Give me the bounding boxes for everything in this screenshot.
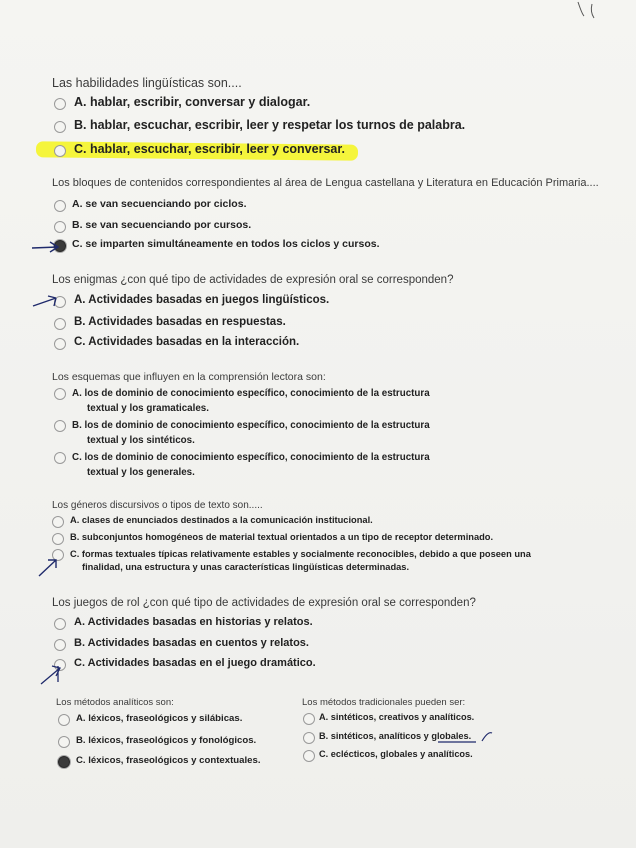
q5-option-c[interactable]: C. formas textuales típicas relativamente estables y socialmente reconocibles, debido a que poseen una finalidad, una estructura y unas características lingüísticas determinadas. xyxy=(70,548,531,574)
pen-arrow-icon xyxy=(30,240,62,254)
q2-option-b[interactable]: B. se van secuenciando por cursos. xyxy=(72,219,251,231)
question-4-prompt: Los esquemas que influyen en la comprensión lectora son: xyxy=(52,371,326,383)
question-5-prompt: Los géneros discursivos o tipos de texto son..... xyxy=(52,500,263,511)
radio-icon[interactable] xyxy=(54,388,66,400)
pen-underline-icon xyxy=(436,729,496,747)
q7-option-b[interactable]: B. léxicos, fraseológicos y fonológicos. xyxy=(76,735,256,746)
q2-option-a[interactable]: A. se van secuenciando por ciclos. xyxy=(72,198,246,210)
q4-option-b[interactable]: B. los de dominio de conocimiento específico, conocimiento de la estructura textual y los sintéticos. xyxy=(72,418,430,448)
pen-arrow-icon xyxy=(36,556,64,580)
q1-option-b[interactable]: B. hablar, escuchar, escribir, leer y respetar los turnos de palabra. xyxy=(74,118,465,132)
radio-icon[interactable] xyxy=(303,732,315,744)
radio-icon[interactable] xyxy=(54,145,66,157)
q6-option-b[interactable]: B. Actividades basadas en cuentos y relatos. xyxy=(74,637,309,649)
radio-icon[interactable] xyxy=(52,533,64,545)
q6-option-c[interactable]: C. Actividades basadas en el juego dramático. xyxy=(74,657,316,669)
radio-icon[interactable] xyxy=(54,221,66,233)
pen-arrow-icon xyxy=(30,291,70,311)
radio-icon[interactable] xyxy=(54,98,66,110)
radio-icon[interactable] xyxy=(54,200,66,212)
q8-option-c[interactable]: C. eclécticos, globales y analíticos. xyxy=(319,749,473,759)
radio-icon[interactable] xyxy=(58,714,70,726)
q4-option-c[interactable]: C. los de dominio de conocimiento específico, conocimiento de la estructura textual y los generales. xyxy=(72,450,430,480)
radio-icon[interactable] xyxy=(58,736,70,748)
radio-icon[interactable] xyxy=(54,639,66,651)
radio-icon[interactable] xyxy=(54,452,66,464)
radio-icon[interactable] xyxy=(54,121,66,133)
q5-option-b[interactable]: B. subconjuntos homogéneos de material textual orientados a un tipo de receptor determinado. xyxy=(70,532,493,542)
question-2-prompt: Los bloques de contenidos correspondientes al área de Lengua castellana y Literatura en Educación Primaria.... xyxy=(52,177,599,189)
radio-icon[interactable] xyxy=(54,618,66,630)
radio-icon[interactable] xyxy=(58,756,70,768)
q6-option-a[interactable]: A. Actividades basadas en historias y relatos. xyxy=(74,616,313,628)
radio-icon[interactable] xyxy=(52,516,64,528)
q1-option-c[interactable]: C. hablar, escuchar, escribir, leer y conversar. xyxy=(74,142,345,156)
q3-option-b[interactable]: B. Actividades basadas en respuestas. xyxy=(74,316,286,328)
pen-arrow-icon xyxy=(38,662,68,688)
question-6-prompt: Los juegos de rol ¿con qué tipo de actividades de expresión oral se corresponden? xyxy=(52,597,476,609)
q7-option-a[interactable]: A. léxicos, fraseológicos y silábicas. xyxy=(76,713,242,724)
q4-option-a[interactable]: A. los de dominio de conocimiento específico, conocimiento de la estructura textual y los gramaticales. xyxy=(72,386,430,416)
question-8-prompt: Los métodos tradicionales pueden ser: xyxy=(302,697,466,708)
radio-icon[interactable] xyxy=(303,713,315,725)
q5-option-a[interactable]: A. clases de enunciados destinados a la comunicación institucional. xyxy=(70,515,373,525)
q2-option-c[interactable]: C. se imparten simultáneamente en todos los ciclos y cursos. xyxy=(72,238,380,250)
q3-option-c[interactable]: C. Actividades basadas en la interacción. xyxy=(74,336,299,348)
q7-option-c[interactable]: C. léxicos, fraseológicos y contextuales. xyxy=(76,755,260,766)
radio-icon[interactable] xyxy=(303,750,315,762)
q8-option-b[interactable]: B. sintéticos, analíticos y globales. xyxy=(319,731,471,741)
question-1-prompt: Las habilidades lingüísticas son.... xyxy=(52,76,242,90)
q1-option-a[interactable]: A. hablar, escribir, conversar y dialogar. xyxy=(74,95,310,109)
radio-icon[interactable] xyxy=(54,338,66,350)
radio-icon[interactable] xyxy=(54,420,66,432)
radio-icon[interactable] xyxy=(54,318,66,330)
pen-scribble-icon xyxy=(572,0,612,22)
question-3-prompt: Los enigmas ¿con qué tipo de actividades de expresión oral se corresponden? xyxy=(52,274,454,286)
q3-option-a[interactable]: A. Actividades basadas en juegos lingüísticos. xyxy=(74,294,329,306)
question-7-prompt: Los métodos analíticos son: xyxy=(56,697,174,708)
q8-option-a[interactable]: A. sintéticos, creativos y analíticos. xyxy=(319,712,474,722)
